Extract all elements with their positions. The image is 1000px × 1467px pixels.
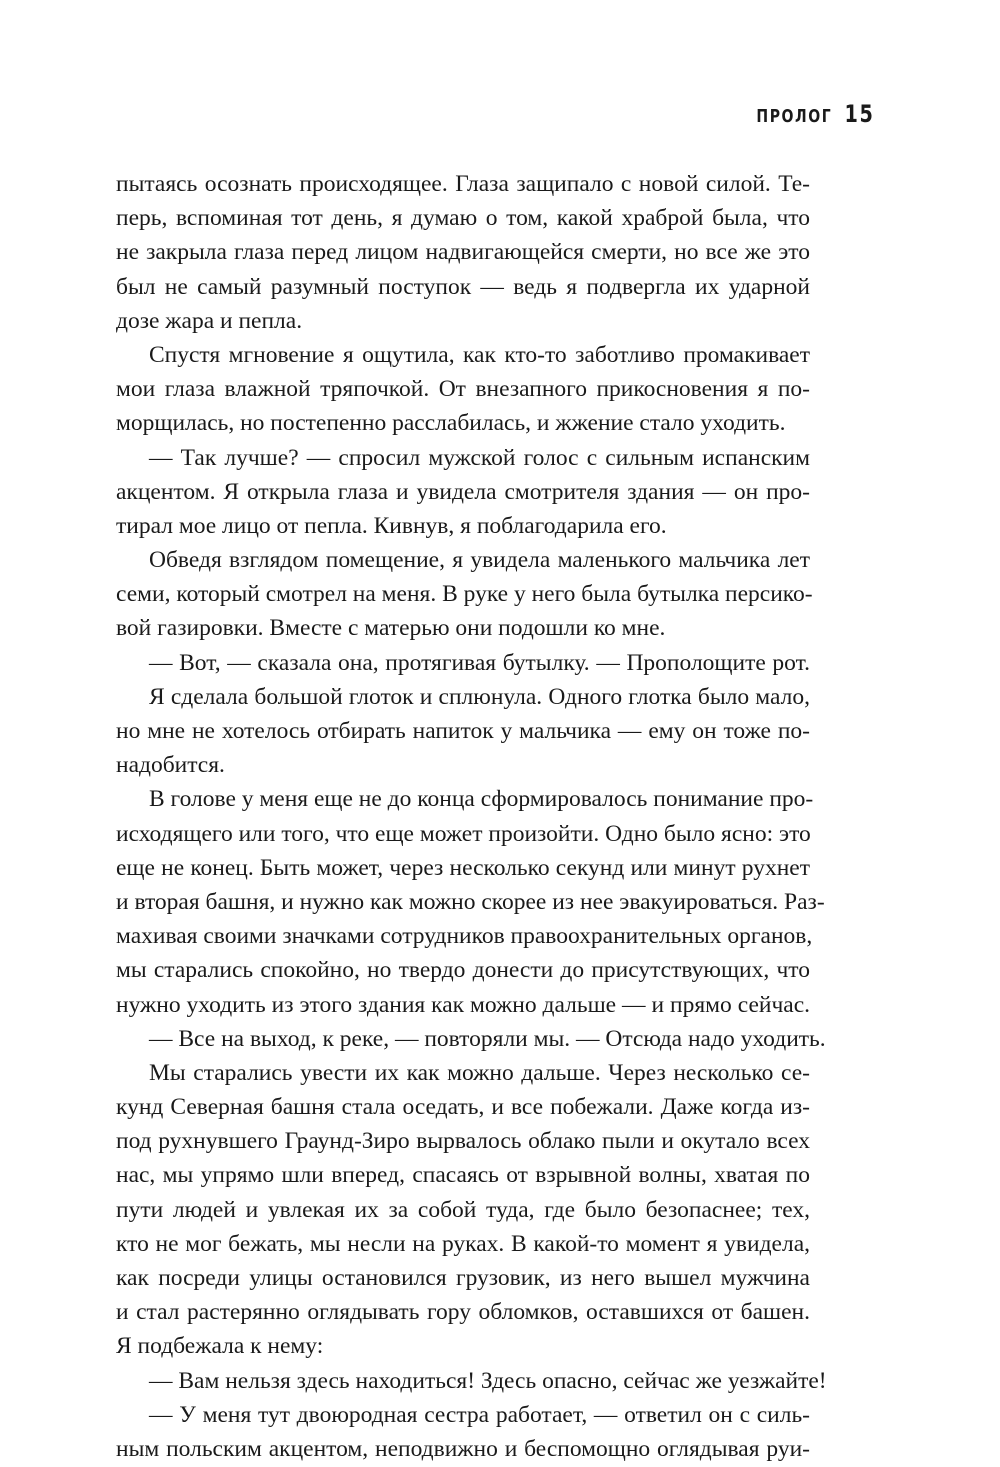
text-line: надобится. — [116, 752, 225, 779]
text-line: Спустя мгновение я ощутила, как кто-то заботливо промакивает — [149, 341, 810, 368]
text-line: ным польским акцентом, неподвижно и беспомощно оглядывая руи- — [116, 1435, 810, 1462]
text-line: пытаясь осознать происходящее. Глаза защипало с новой силой. Те- — [116, 171, 810, 197]
text-line: кто не мог бежать, мы несли на руках. В какой-то момент я увидела, — [116, 1230, 810, 1257]
page-number: 15 — [844, 100, 874, 128]
text-line: как посреди улицы остановился грузовик, из него вышел мужчина — [116, 1265, 810, 1291]
text-line: тирал мое лицо от пепла. Кивнув, я поблагодарила его. — [116, 512, 667, 539]
text-line: — У меня тут двоюродная сестра работает, — ответил он с силь- — [149, 1401, 810, 1428]
text-line: кунд Северная башня стала оседать, и все побежали. Даже когда из- — [116, 1094, 810, 1121]
text-line: еще не конец. Быть может, через несколько секунд или минут рухнет — [116, 854, 810, 881]
text-line: вой газировки. Вместе с матерью они подошли ко мне. — [116, 615, 666, 642]
running-head — [735, 100, 874, 128]
body-text — [116, 167, 827, 1466]
section-title: ПРОЛОГ — [756, 106, 833, 127]
text-line: Я сделала большой глоток и сплюнула. Одного глотка было мало, — [149, 683, 810, 710]
text-line: мои глаза влажной тряпочкой. От внезапного прикосновения я по- — [116, 376, 810, 403]
text-line: мы старались спокойно, но твердо донести до присутствующих, что — [116, 957, 810, 984]
text-line: — Все на выход, к реке, — повторяли мы. — Отсюда надо уходить. — [149, 1025, 826, 1052]
text-line: морщилась, но постепенно расслабилась, и жжение стало уходить. — [116, 410, 786, 437]
text-line: пути людей и увлекая их за собой туда, где было безопаснее; тех, — [116, 1196, 810, 1223]
text-line: нужно уходить из этого здания как можно дальше — и прямо сейчас. — [116, 991, 810, 1018]
text-line: под рухнувшего Граунд-Зиро вырвалось облако пыли и окутало всех — [116, 1128, 810, 1155]
text-line: но мне не хотелось отбирать напиток у мальчика — ему он тоже по- — [116, 718, 810, 744]
text-line: — Вот, — сказала она, протягивая бутылку. — Прополощите рот. — [149, 649, 810, 676]
text-line: махивая своими значками сотрудников правоохранительных органов, — [116, 923, 813, 950]
text-line: и стал растерянно оглядывать гору обломков, оставшихся от башен. — [116, 1299, 810, 1326]
text-line: перь, вспоминая тот день, я думаю о том, какой храброй была, что — [116, 205, 810, 232]
text-line: — Так лучше? — спросил мужской голос с сильным испанским — [149, 444, 810, 471]
text-line: исходящего или того, что еще может произойти. Одно было ясно: это — [116, 820, 811, 847]
text-line: дозе жара и пепла. — [116, 307, 303, 334]
text-line: В голове у меня еще не до конца сформировалось понимание про- — [149, 786, 814, 813]
text-line: — Вам нельзя здесь находиться! Здесь опасно, сейчас же уезжайте! — [149, 1367, 827, 1394]
text-line: нас, мы упрямо шли вперед, спасаясь от взрывной волны, хватая по — [116, 1162, 810, 1189]
text-line: не закрыла глаза перед лицом надвигающейся смерти, но все же это — [116, 239, 810, 266]
text-line: был не самый разумный поступок — ведь я подвергла их ударной — [116, 273, 810, 300]
text-line: семи, который смотрел на меня. В руке у него была бутылка персико- — [116, 581, 813, 608]
text-line: Я подбежала к нему: — [116, 1333, 324, 1360]
text-line: Мы старались увести их как можно дальше. Через несколько се- — [149, 1059, 810, 1086]
text-line: Обведя взглядом помещение, я увидела маленького мальчика лет — [149, 547, 810, 574]
text-line: акцентом. Я открыла глаза и увидела смотрителя здания — он про- — [116, 478, 810, 505]
text-line: и вторая башня, и нужно как можно скорее из нее эвакуироваться. Раз- — [116, 888, 825, 915]
